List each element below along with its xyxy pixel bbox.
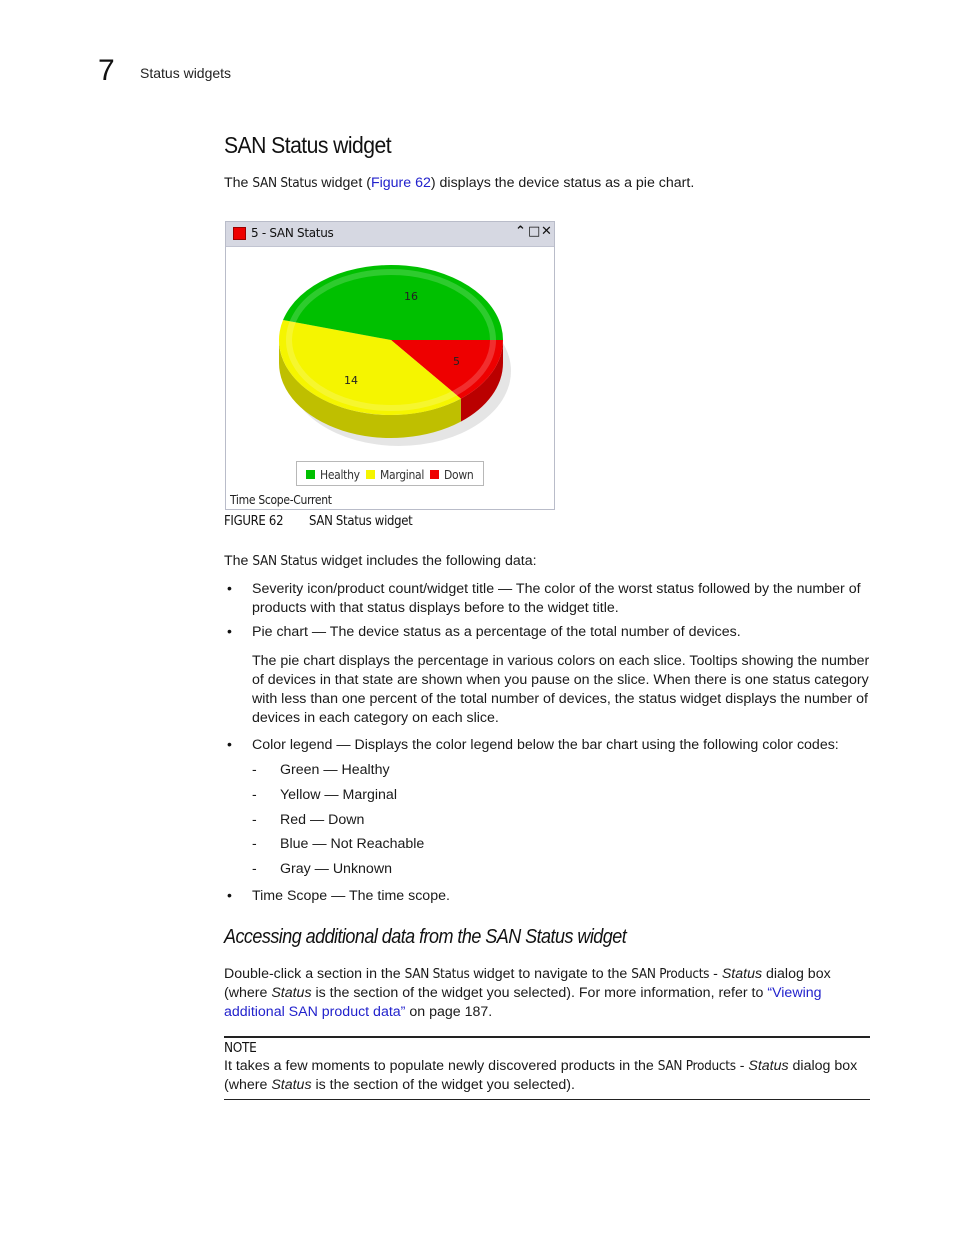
viewing-data-link[interactable]: “Viewing additional SAN product data” bbox=[224, 985, 822, 1020]
sub-text-5: is the section of the widget you selected). For more information, refer to bbox=[311, 985, 768, 1001]
legend-swatch-marginal bbox=[366, 470, 375, 479]
bullet-severity-icon: Severity icon/product count/widget title — The color of the worst status followed by the number of products with that status displays before to the widget title. bbox=[252, 581, 861, 616]
pie-chart-description: The pie chart displays the percentage in various colors on each slice. Tooltips showing the number of devices in that state are shown when you pause on the slice. When there is one status category with less than one percent of the total number of devices, the status widget displays the number of devices in each category on each slice. bbox=[252, 653, 870, 726]
color-code-item: Green — Healthy bbox=[280, 762, 390, 778]
subsection-title: Accessing additional data from the SAN Status widget bbox=[224, 926, 627, 948]
dash-glyph: - bbox=[252, 761, 257, 777]
color-code-item: Blue — Not Reachable bbox=[280, 836, 425, 852]
italic-status-3: Status bbox=[748, 1058, 789, 1074]
bullet-glyph: • bbox=[227, 623, 232, 639]
note-bottom-rule bbox=[224, 1099, 870, 1100]
sub-text-2: widget to navigate to the bbox=[469, 966, 632, 982]
ui-label-san-status-2: SAN Status bbox=[252, 553, 318, 569]
time-scope: Time Scope-Current bbox=[230, 493, 332, 507]
legend-item-marginal bbox=[366, 468, 424, 482]
bullet-time-scope: Time Scope — The time scope. bbox=[252, 888, 450, 904]
figure-caption: SAN Status widget bbox=[309, 514, 413, 529]
bullet-pie-chart: Pie chart — The device status as a percentage of the total number of devices. bbox=[252, 624, 741, 640]
ui-label-san-status: SAN Status bbox=[252, 175, 318, 191]
legend-swatch-down bbox=[430, 470, 439, 479]
includes-text-1: The bbox=[224, 553, 253, 569]
includes-text-2: widget includes the following data: bbox=[317, 553, 537, 569]
maximize-icon[interactable]: □ bbox=[528, 224, 541, 239]
note-text bbox=[224, 1057, 870, 1095]
note-text-1: It takes a few moments to populate newly discovered products in the bbox=[224, 1058, 658, 1074]
note-heading: NOTE bbox=[224, 1040, 257, 1056]
collapse-icon[interactable]: ⌃ bbox=[515, 224, 526, 239]
legend-label-down: Down bbox=[444, 468, 474, 482]
chapter-number: 7 bbox=[98, 54, 115, 87]
italic-status-4: Status bbox=[271, 1077, 312, 1093]
color-code-item: Red — Down bbox=[280, 812, 365, 828]
running-title: Status widgets bbox=[140, 65, 232, 81]
dash-glyph: - bbox=[252, 860, 257, 876]
color-code-item: Yellow — Marginal bbox=[280, 787, 397, 803]
italic-status: Status bbox=[721, 966, 763, 982]
pie-label-healthy: 16 bbox=[404, 290, 418, 303]
bullet-glyph: • bbox=[227, 887, 232, 903]
ui-label-san-status-3: SAN Status bbox=[404, 966, 470, 982]
legend-label-healthy: Healthy bbox=[320, 468, 360, 482]
san-status-widget bbox=[225, 221, 555, 510]
figure-label: FIGURE 62 bbox=[224, 514, 284, 529]
intro-text-2: widget ( bbox=[317, 175, 371, 191]
severity-icon bbox=[233, 227, 246, 240]
note-text-2: - bbox=[735, 1058, 749, 1074]
italic-status-2: Status bbox=[271, 985, 312, 1001]
intro-paragraph bbox=[224, 174, 694, 193]
legend-item-down bbox=[430, 468, 473, 482]
includes-paragraph bbox=[224, 552, 537, 571]
ui-label-san-products-2: SAN Products bbox=[657, 1058, 736, 1074]
sub-text-1: Double-click a section in the bbox=[224, 966, 405, 982]
bullet-color-legend: Color legend — Displays the color legend below the bar chart using the following color codes: bbox=[252, 737, 839, 753]
section-title: SAN Status widget bbox=[224, 132, 392, 158]
color-code-item: Gray — Unknown bbox=[280, 861, 392, 877]
bullet-glyph: • bbox=[227, 736, 232, 752]
subsection-paragraph bbox=[224, 965, 870, 1022]
legend-item-healthy bbox=[306, 468, 360, 482]
figure-link[interactable]: Figure 62 bbox=[370, 175, 431, 191]
legend-label-marginal: Marginal bbox=[380, 468, 425, 482]
note-text-3: dialog box (where bbox=[224, 1058, 858, 1093]
ui-label-san-products: SAN Products bbox=[631, 966, 710, 982]
dash-glyph: - bbox=[252, 811, 257, 827]
note-top-rule bbox=[224, 1036, 870, 1038]
intro-text-1: The bbox=[224, 175, 253, 191]
intro-text-3: ) displays the device status as a pie chart. bbox=[430, 175, 695, 191]
dash-glyph: - bbox=[252, 786, 257, 802]
pie-label-marginal: 14 bbox=[344, 374, 358, 387]
chart-legend bbox=[296, 461, 484, 486]
dash-glyph: - bbox=[252, 835, 257, 851]
note-text-4: is the section of the widget you selected). bbox=[311, 1077, 575, 1093]
widget-title-bar bbox=[226, 222, 554, 247]
sub-text-4: dialog box (where bbox=[224, 966, 831, 1001]
sub-text-3: - bbox=[709, 966, 722, 982]
sub-text-6: on page 187. bbox=[405, 1004, 493, 1020]
legend-swatch-healthy bbox=[306, 470, 315, 479]
pie-label-down: 5 bbox=[453, 355, 460, 368]
close-icon[interactable]: ✕ bbox=[541, 224, 552, 239]
widget-title: 5 - SAN Status bbox=[251, 226, 334, 240]
pie-chart bbox=[226, 246, 554, 458]
bullet-glyph: • bbox=[227, 580, 232, 596]
